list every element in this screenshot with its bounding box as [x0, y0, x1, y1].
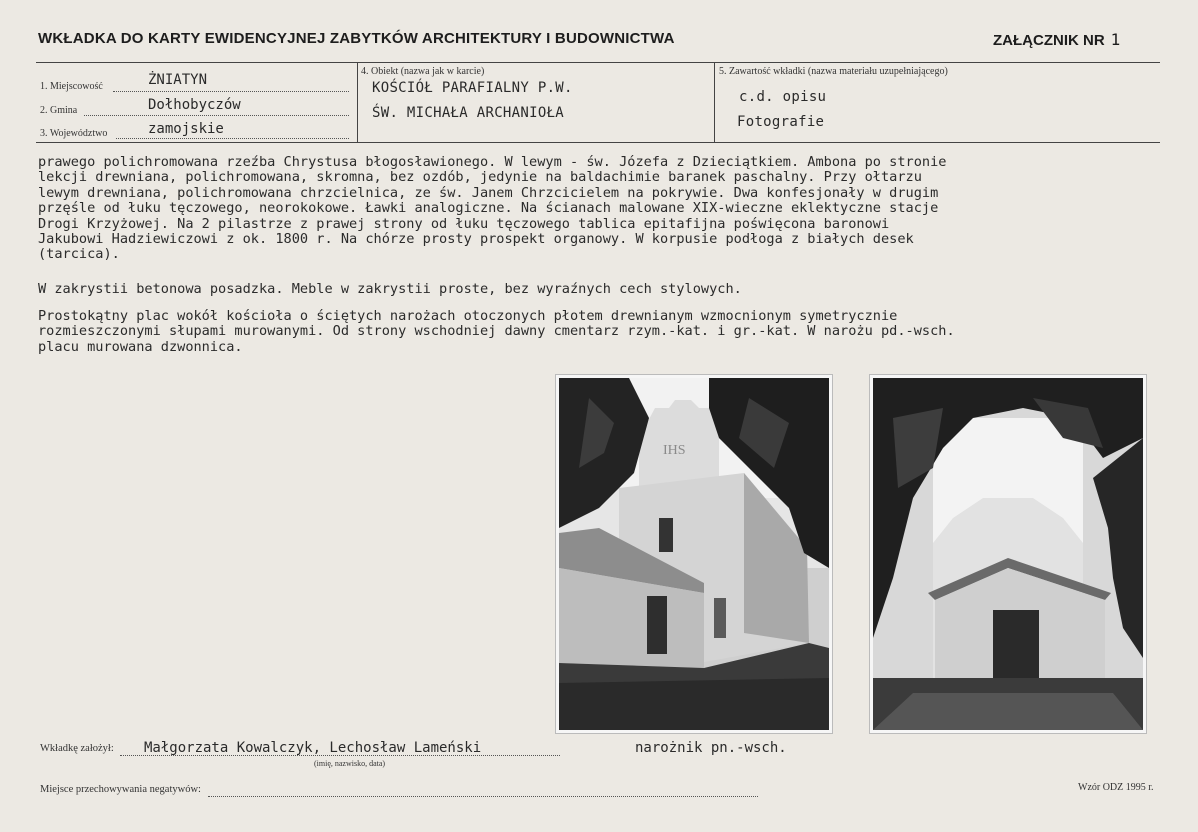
- description-paragraph-3: Prostokątny plac wokół kościoła o ściętych narożach otoczonych płotem drewnianym wzmocnionym symetrycznie rozmieszczonymi słupami murowanymi. Od strony wschodniej dawny cmentarz rzym.-kat. i gr.-kat. W narożu pd.-wsch. placu murowana dzwonnica.: [38, 308, 955, 355]
- header-divider-2: [714, 62, 715, 142]
- author-value: Małgorzata Kowalczyk, Lechosław Lameński: [144, 740, 482, 756]
- header-bottom-rule: [36, 142, 1160, 143]
- photo-church-corner: [556, 375, 832, 733]
- photo-church-corner-image: [559, 378, 829, 730]
- obiekt-label: 4. Obiekt (nazwa jak w karcie): [361, 66, 485, 77]
- form-title: WKŁADKA DO KARTY EWIDENCYJNEJ ZABYTKÓW ARCHITEKTURY I BUDOWNICTWA: [38, 30, 675, 47]
- zawartosc-label: 5. Zawartość wkładki (nazwa materiału uzupełniającego): [719, 66, 948, 77]
- description-paragraph-2: W zakrystii betonowa posadzka. Meble w zakrystii proste, bez wyraźnych cech stylowych.: [38, 281, 742, 297]
- annex-number: [993, 30, 1120, 49]
- photo-church-corner-letters: IHS: [663, 443, 686, 458]
- gmina-label: 2. Gmina: [40, 105, 78, 116]
- negatives-label: Miejsce przechowywania negatywów:: [40, 784, 201, 795]
- obiekt-line-2: ŚW. MICHAŁA ARCHANIOŁA: [372, 105, 565, 121]
- photo-church-front: [870, 375, 1146, 733]
- photo-church-front-image: [873, 378, 1143, 730]
- wojewodztwo-label: 3. Województwo: [40, 128, 108, 139]
- photo-caption: narożnik pn.-wsch.: [635, 740, 787, 756]
- miejscowosc-value: ŻNIATYN: [148, 72, 208, 88]
- header-divider-1: [357, 62, 358, 142]
- header-top-rule: [36, 62, 1160, 63]
- author-hint: (imię, nazwisko, data): [314, 759, 386, 768]
- annex-number-value: 1: [1110, 30, 1121, 49]
- zawartosc-line-1: c.d. opisu: [739, 89, 827, 105]
- wojewodztwo-dots: [116, 138, 349, 139]
- miejscowosc-label: 1. Miejscowość: [40, 81, 103, 92]
- form-code: Wzór ODZ 1995 r.: [1078, 782, 1154, 793]
- gmina-dots: [84, 115, 349, 116]
- gmina-value: Dołhobyczów: [148, 97, 241, 113]
- miejscowosc-dots: [113, 91, 349, 92]
- obiekt-line-1: KOŚCIÓŁ PARAFIALNY P.W.: [372, 80, 573, 96]
- negatives-dots: [208, 796, 758, 797]
- author-label: Wkładkę założył:: [40, 743, 114, 754]
- zawartosc-line-2: Fotografie: [737, 114, 825, 130]
- description-paragraph-1: prawego polichromowana rzeźba Chrystusa błogosławionego. W lewym - św. Józefa z Dzieciątkiem. Ambona po stronie lekcji drewniana, polichromowana, skromna, bez ozdób, jedynie na baldachimie baranek paschalny. Przy ołtarzu lewym drewniana, polichromowana chrzcielnica, ze św. Janem Chrzcicielem na pokrywie. Dwa konfesjonały w drugim przęśle od łuku tęczowego, neorokokowe. Ławki analogiczne. Na ścianach malowane XIX-wieczne eklektyczne stacje Drogi Krzyżowej. Na 2 pilastrze z prawej strony od łuku tęczowego tablica epitafijna poświęcona baronowi Jakubowi Hadziewiczowi z ok. 1800 r. Na chórze prosty prospekt organowy. W korpusie podłoga z białych desek (tarcica).: [38, 154, 947, 263]
- annex-label: ZAŁĄCZNIK NR: [993, 32, 1105, 49]
- wojewodztwo-value: zamojskie: [148, 121, 224, 137]
